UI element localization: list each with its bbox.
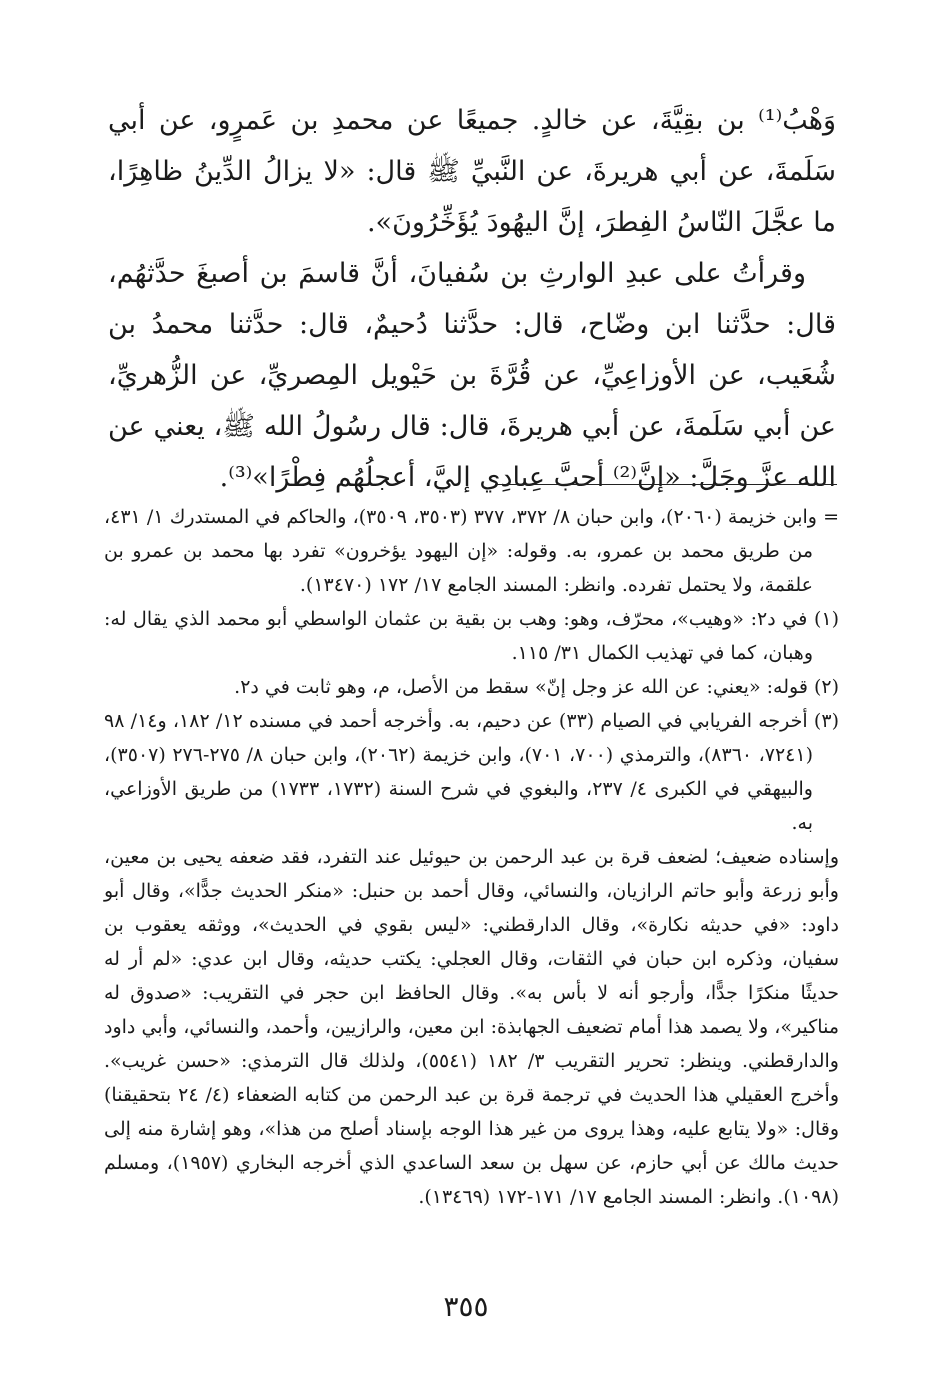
page-number: ٣٥٥	[443, 1290, 489, 1323]
main-paragraph-1: وَهْبُ⁽¹⁾ بن بقِيَّةَ، عن خالدٍ. جميعًا عن محمدِ بن عَمرٍو، عن أبي سَلَمةَ، عن أبي هريرةَ، عن النَّبيِّ ﷺ قال: «لا يزالُ الدِّينُ ظاهِرًا، ما عجَّلَ النّاسُ الفِطرَ، إنَّ اليهُودَ يُؤَخِّرُونَ».	[108, 105, 836, 238]
footnote-1: (١) في د٢: «وهيب»، محرّف، وهو: وهب بن بقية بن عثمان الواسطي أبو محمد الذي يقال له: وهبان، كما في تهذيب الكمال ٣١/ ١١٥.	[104, 608, 839, 664]
footnote-3-continued: وإسناده ضعيف؛ لضعف قرة بن عبد الرحمن بن حيوئيل عند التفرد، فقد ضعفه يحيى بن معين، وأبو زرعة وأبو حاتم الرازيان، والنسائي، وقال أحمد بن حنبل: «منكر الحديث جدًّا»، وقال أبو داود: «في حديثه نكارة»، وقال الدارقطني: «ليس بقوي في الحديث»، ووثقه يعقوب بن سفيان، وذكره ابن حبان في الثقات، وقال العجلي: يكتب حديثه، وقال ابن عدي: «لم أر له حديثًا منكرًا جدًّا، وأرجو أنه لا بأس به». وقال الحافظ ابن حجر في التقريب: «صدوق له مناكير»، ولا يصمد هذا أمام تضعيف الجهابذة: ابن معين، والرازيين، وأحمد، والنسائي، وأبي داود والدارقطني. وينظر: تحرير التقريب ٣/ ١٨٢ (٥٥٤١)، ولذلك قال الترمذي: «حسن غريب». وأخرج العقيلي هذا الحديث في ترجمة قرة بن عبد الرحمن من كتابه الضعفاء (٤/ ٢٤ بتحقيقنا) وقال: «ولا يتابع عليه، وهذا يروى من غير هذا الوجه بإسناد أصلح من هذا»، وهو إشارة منه إلى حديث مالك عن أبي حازم، عن سهل بن سعد الساعدي الذي أخرجه البخاري (١٩٥٧)، ومسلم (١٠٩٨). وانظر: المسند الجامع ١٧/ ١٧١-١٧٢ (١٣٤٦٩).	[104, 846, 840, 1208]
footnote-continuation: = وابن خزيمة (٢٠٦٠)، وابن حبان ٨/ ٣٧٢، ٣٧٧ (٣٥٠٣، ٣٥٠٩)، والحاكم في المستدرك ١/ ٤٣١، من طريق محمد بن عمرو، به. وقوله: «إن اليهود يؤخرون» تفرد بها محمد بن عمرو بن علقمة، ولا يحتمل تفرده. وانظر: المسند الجامع ١٧/ ١٧٢ (١٣٤٧٠).	[104, 506, 840, 596]
main-paragraph-2: وقرأتُ على عبدِ الوارثِ بن سُفيانَ، أنَّ قاسمَ بن أصبغَ حدَّثهُم، قال: حدَّثنا ابن وضّاح، قال: حدَّثنا دُحيمٌ، قال: حدَّثنا محمدُ بن شُعَيب، عن الأوزاعِيِّ، عن قُرَّةَ بن حَيْويل المِصريِّ، عن الزُّهريِّ، عن أبي سَلَمةَ، عن أبي هريرةَ، قال: قال رسُولُ الله ﷺ، يعني عن الله عزَّ وجَلَّ: «إنَّ⁽²⁾ أحبَّ عِبادِي إليَّ، أعجلُهُم فِطْرًا»⁽³⁾.	[108, 258, 836, 493]
footnote-3: (٣) أخرجه الفريابي في الصيام (٣٣) عن دحيم، به. وأخرجه أحمد في مسنده ١٢/ ١٨٢، و١٤/ ٩٨ (٧٢٤١، ٨٣٦٠)، والترمذي (٧٠٠، ٧٠١)، وابن خزيمة (٢٠٦٢)، وابن حبان ٨/ ٢٧٥-٢٧٦ (٣٥٠٧)، والبيهقي في الكبرى ٤/ ٢٣٧، والبغوي في شرح السنة (١٧٣٢، ١٧٣٣) من طريق الأوزاعي، به.	[104, 710, 839, 834]
footnotes	[104, 500, 839, 1214]
main-text	[108, 95, 836, 503]
footnote-2: (٢) قوله: «يعني: عن الله عز وجل إنّ» سقط من الأصل، م، وهو ثابت في د٢.	[234, 676, 839, 698]
footnote-divider	[495, 484, 837, 485]
